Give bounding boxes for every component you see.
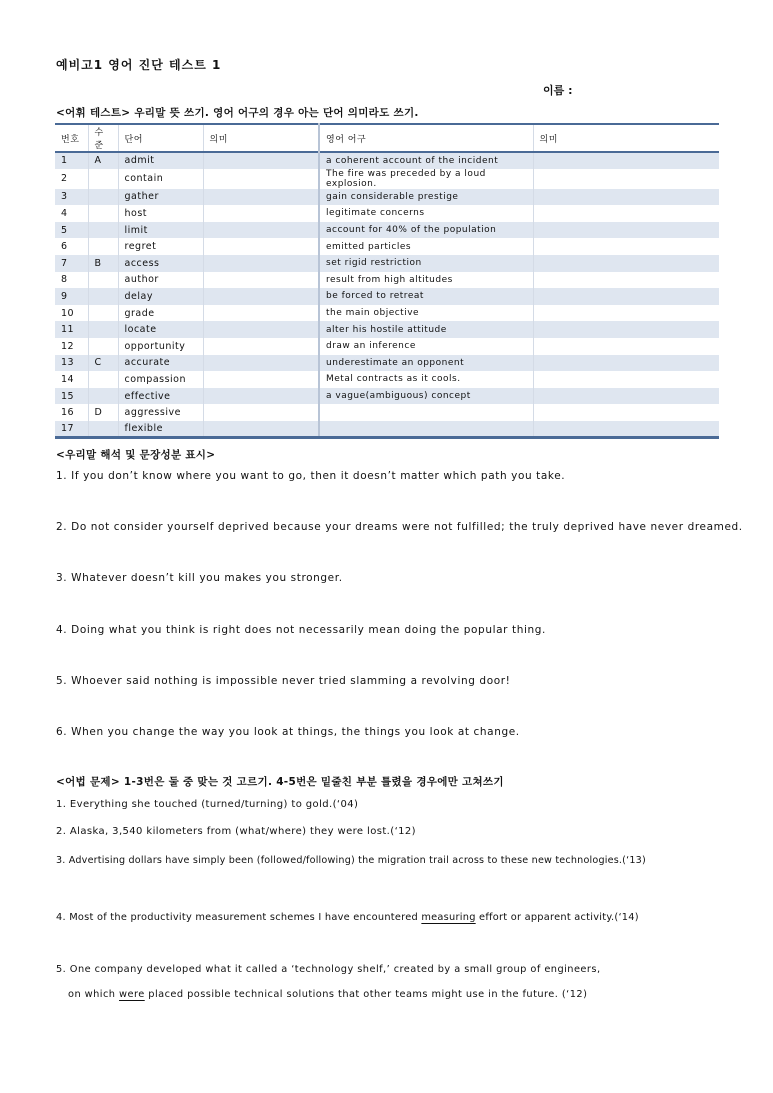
row-word: author — [118, 272, 203, 289]
vocab-section-title: <어휘 테스트> 우리말 뜻 쓰기. 영어 어구의 경우 아는 단어 의미라도 쓰기. — [56, 107, 419, 119]
row-level — [88, 288, 118, 305]
row-word: contain — [118, 169, 203, 189]
row-word-meaning-blank[interactable] — [203, 189, 319, 206]
translation-sentence-3: 3. Whatever doesn’t kill you makes you stronger. — [56, 572, 343, 584]
row-word-meaning-blank[interactable] — [203, 238, 319, 255]
row-word: effective — [118, 388, 203, 405]
row-phrase-meaning-blank[interactable] — [533, 404, 719, 421]
row-phrase: Metal contracts as it cools. — [319, 371, 533, 388]
col-number: 번호 — [55, 124, 88, 152]
vocab-table — [55, 123, 719, 439]
table-row — [55, 189, 719, 206]
translation-sentence-2: 2. Do not consider yourself deprived because your dreams were not fulfilled; the truly deprived have never dreamed. — [56, 521, 743, 533]
row-word: access — [118, 255, 203, 272]
row-level — [88, 189, 118, 206]
row-phrase: The fire was preceded by a loud explosion. — [319, 169, 533, 189]
row-word-meaning-blank[interactable] — [203, 152, 319, 169]
row-word: limit — [118, 222, 203, 239]
row-phrase-meaning-blank[interactable] — [533, 169, 719, 189]
row-word: host — [118, 205, 203, 222]
row-number: 13 — [55, 355, 88, 372]
translation-section-title: <우리말 해석 및 문장성분 표시> — [56, 449, 216, 461]
translation-sentence-4: 4. Doing what you think is right does not necessarily mean doing the popular thing. — [56, 624, 546, 636]
row-level — [88, 272, 118, 289]
col-word: 단어 — [118, 124, 203, 152]
row-word-meaning-blank[interactable] — [203, 338, 319, 355]
row-word-meaning-blank[interactable] — [203, 305, 319, 322]
row-number: 16 — [55, 404, 88, 421]
row-number: 4 — [55, 205, 88, 222]
row-phrase: underestimate an opponent — [319, 355, 533, 372]
row-word-meaning-blank[interactable] — [203, 355, 319, 372]
name-label: 이름 : — [543, 84, 573, 97]
row-level: A — [88, 152, 118, 169]
row-word: grade — [118, 305, 203, 322]
grammar-question-5-line1: 5. One company developed what it called a ‘technology shelf,’ created by a small group of engineers, — [56, 964, 601, 975]
table-row — [55, 255, 719, 272]
row-phrase-meaning-blank[interactable] — [533, 222, 719, 239]
row-level — [88, 169, 118, 189]
row-phrase-meaning-blank[interactable] — [533, 189, 719, 206]
row-level: B — [88, 255, 118, 272]
row-number: 10 — [55, 305, 88, 322]
row-phrase: a coherent account of the incident — [319, 152, 533, 169]
row-word: accurate — [118, 355, 203, 372]
row-number: 15 — [55, 388, 88, 405]
table-row — [55, 272, 719, 289]
row-level: C — [88, 355, 118, 372]
row-phrase-meaning-blank[interactable] — [533, 321, 719, 338]
row-word-meaning-blank[interactable] — [203, 255, 319, 272]
vocab-table-header — [55, 124, 719, 152]
row-word-meaning-blank[interactable] — [203, 321, 319, 338]
col-phrase: 영어 어구 — [319, 124, 533, 152]
row-number: 14 — [55, 371, 88, 388]
q5-text-after: placed possible technical solutions that other teams might use in the future. (‘12) — [144, 989, 588, 1000]
row-phrase-meaning-blank[interactable] — [533, 152, 719, 169]
row-level — [88, 305, 118, 322]
row-word-meaning-blank[interactable] — [203, 421, 319, 438]
row-phrase-meaning-blank[interactable] — [533, 288, 719, 305]
row-word-meaning-blank[interactable] — [203, 222, 319, 239]
row-phrase-meaning-blank[interactable] — [533, 205, 719, 222]
table-row — [55, 404, 719, 421]
row-word: locate — [118, 321, 203, 338]
q4-text-after: effort or apparent activity.(‘14) — [475, 912, 639, 923]
row-word-meaning-blank[interactable] — [203, 169, 319, 189]
page-title: 예비고1 영어 진단 테스트 1 — [56, 58, 222, 72]
row-phrase-meaning-blank[interactable] — [533, 371, 719, 388]
row-phrase: be forced to retreat — [319, 288, 533, 305]
row-phrase: gain considerable prestige — [319, 189, 533, 206]
row-word: admit — [118, 152, 203, 169]
col-level: 수준 — [88, 124, 118, 152]
row-level — [88, 222, 118, 239]
translation-sentence-5: 5. Whoever said nothing is impossible never tried slamming a revolving door! — [56, 675, 511, 687]
table-row — [55, 238, 719, 255]
q5-underlined-word: were — [119, 989, 145, 1000]
table-row — [55, 338, 719, 355]
grammar-section-title: <어법 문제> 1-3번은 둘 중 맞는 것 고르기. 4-5번은 밑줄친 부분 틀렸을 경우에만 고쳐쓰기 — [56, 776, 504, 788]
row-word: opportunity — [118, 338, 203, 355]
row-phrase-meaning-blank[interactable] — [533, 255, 719, 272]
table-row — [55, 321, 719, 338]
grammar-question-3: 3. Advertising dollars have simply been (followed/following) the migration trail across to these new technologies.(‘13) — [56, 855, 646, 866]
row-number: 17 — [55, 421, 88, 438]
row-phrase: legitimate concerns — [319, 205, 533, 222]
table-row — [55, 388, 719, 405]
table-row — [55, 421, 719, 438]
row-number: 6 — [55, 238, 88, 255]
row-phrase-meaning-blank[interactable] — [533, 305, 719, 322]
row-word: flexible — [118, 421, 203, 438]
row-number: 1 — [55, 152, 88, 169]
row-word-meaning-blank[interactable] — [203, 272, 319, 289]
row-phrase-meaning-blank[interactable] — [533, 355, 719, 372]
row-number: 9 — [55, 288, 88, 305]
table-row — [55, 222, 719, 239]
row-word-meaning-blank[interactable] — [203, 404, 319, 421]
table-row — [55, 355, 719, 372]
col-word-meaning: 의미 — [203, 124, 319, 152]
row-level — [88, 421, 118, 438]
grammar-question-2: 2. Alaska, 3,540 kilometers from (what/where) they were lost.(‘12) — [56, 826, 416, 837]
table-row — [55, 305, 719, 322]
row-level — [88, 338, 118, 355]
grammar-question-4 — [56, 912, 639, 923]
row-word: regret — [118, 238, 203, 255]
row-phrase-meaning-blank[interactable] — [533, 238, 719, 255]
translation-sentence-1: 1. If you don’t know where you want to go, then it doesn’t matter which path you take. — [56, 470, 566, 482]
row-phrase: emitted particles — [319, 238, 533, 255]
row-phrase-meaning-blank[interactable] — [533, 338, 719, 355]
row-number: 12 — [55, 338, 88, 355]
row-phrase: the main objective — [319, 305, 533, 322]
row-level — [88, 371, 118, 388]
row-phrase — [319, 421, 533, 438]
col-phrase-meaning: 의미 — [539, 134, 558, 145]
row-level — [88, 238, 118, 255]
row-phrase-meaning-blank[interactable] — [533, 272, 719, 289]
row-phrase-meaning-blank[interactable] — [533, 388, 719, 405]
row-word: aggressive — [118, 404, 203, 421]
row-number: 7 — [55, 255, 88, 272]
row-word-meaning-blank[interactable] — [203, 371, 319, 388]
row-level: D — [88, 404, 118, 421]
q4-text-before: 4. Most of the productivity measurement schemes I have encountered — [56, 912, 422, 923]
row-word-meaning-blank[interactable] — [203, 205, 319, 222]
grammar-question-1: 1. Everything she touched (turned/turning) to gold.(‘04) — [56, 799, 359, 810]
row-word-meaning-blank[interactable] — [203, 388, 319, 405]
row-phrase-meaning-blank[interactable] — [533, 421, 719, 438]
row-phrase: a vague(ambiguous) concept — [319, 388, 533, 405]
row-level — [88, 321, 118, 338]
translation-sentence-6: 6. When you change the way you look at things, the things you look at change. — [56, 726, 520, 738]
row-word: gather — [118, 189, 203, 206]
grammar-question-5-line2 — [68, 989, 587, 1000]
q5-text-before: on which — [68, 989, 120, 1000]
row-number: 2 — [55, 169, 88, 189]
table-row — [55, 288, 719, 305]
row-phrase — [319, 404, 533, 421]
row-word: delay — [118, 288, 203, 305]
row-word-meaning-blank[interactable] — [203, 288, 319, 305]
row-level — [88, 388, 118, 405]
row-number: 11 — [55, 321, 88, 338]
row-phrase: alter his hostile attitude — [319, 321, 533, 338]
row-number: 8 — [55, 272, 88, 289]
q4-underlined-word: measuring — [421, 912, 476, 923]
row-word: compassion — [118, 371, 203, 388]
row-phrase: account for 40% of the population — [319, 222, 533, 239]
row-phrase: result from high altitudes — [319, 272, 533, 289]
row-number: 3 — [55, 189, 88, 206]
table-row — [55, 152, 719, 169]
row-level — [88, 205, 118, 222]
row-number: 5 — [55, 222, 88, 239]
table-row — [55, 169, 719, 189]
row-phrase: draw an inference — [319, 338, 533, 355]
row-phrase: set rigid restriction — [319, 255, 533, 272]
table-row — [55, 371, 719, 388]
table-row — [55, 205, 719, 222]
